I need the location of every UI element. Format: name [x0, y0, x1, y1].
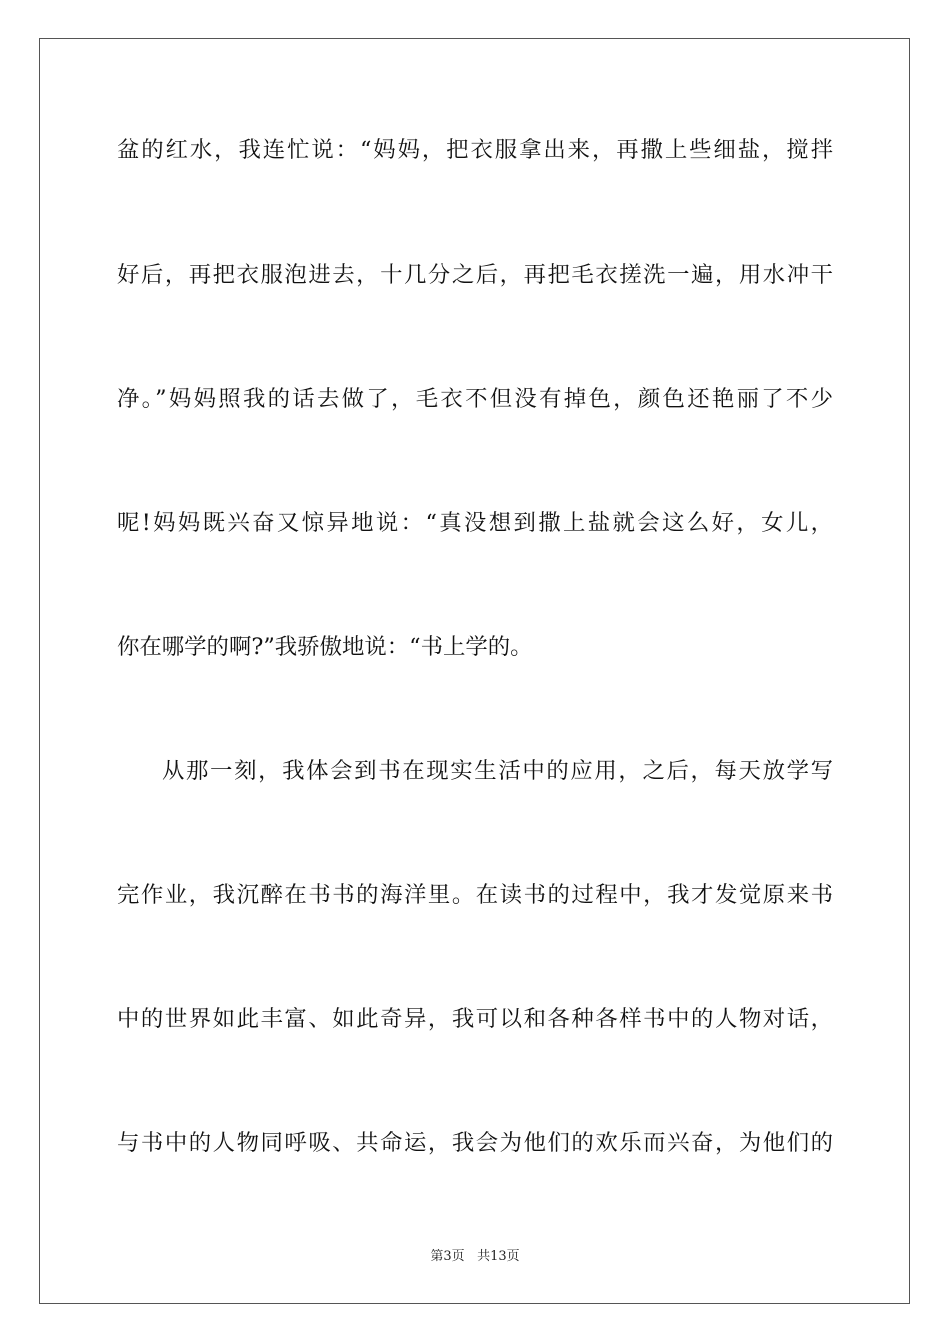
- text-line: 好后，再把衣服泡进去，十几分之后，再把毛衣搓洗一遍，用水冲干: [117, 262, 833, 288]
- text-line: 与书中的人物同呼吸、共命运，我会为他们的欢乐而兴奋，为他们的: [117, 1130, 833, 1156]
- text-line: 中的世界如此丰富、如此奇异，我可以和各种各样书中的人物对话，: [117, 1006, 833, 1032]
- text-line: 净。”妈妈照我的话去做了，毛衣不但没有掉色，颜色还艳丽了不少: [117, 386, 833, 412]
- page-number: 第3页: [430, 1249, 465, 1264]
- page-total: 共13页: [477, 1249, 520, 1264]
- text-line: 从那一刻，我体会到书在现实生活中的应用，之后，每天放学写: [162, 758, 833, 784]
- page-footer: [0, 1248, 950, 1266]
- text-line: 呢!妈妈既兴奋又惊异地说：“真没想到撒上盐就会这么好，女儿，: [117, 510, 833, 536]
- text-line: 盆的红水，我连忙说：“妈妈，把衣服拿出来，再撒上些细盐，搅拌: [117, 137, 833, 163]
- page-border: [39, 38, 910, 1304]
- text-line: 你在哪学的啊?”我骄傲地说：“书上学的。: [117, 634, 533, 660]
- text-line: 完作业，我沉醉在书书的海洋里。在读书的过程中，我才发觉原来书: [117, 882, 833, 908]
